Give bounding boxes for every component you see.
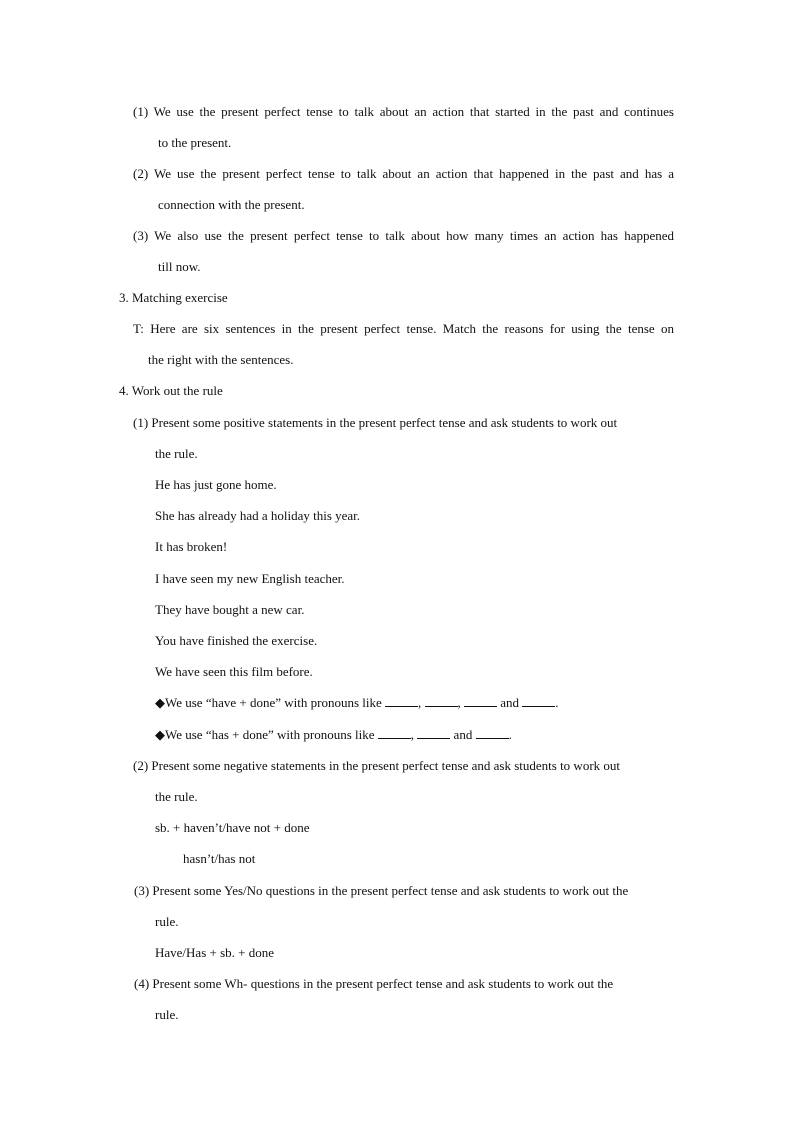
teacher-instruction: T: Here are six sentences in the present perfect tense. Match the reasons for using the tense on [133,321,674,336]
formula-negative: sb. + haven’t/have not + done [155,820,310,835]
formula-negative-alt: hasn’t/has not [183,851,256,866]
example-sentence: It has broken! [155,539,228,554]
example-sentence: They have bought a new car. [155,602,305,617]
rule-point-1-continued: to the present. [158,135,232,150]
blank-field[interactable] [385,695,418,707]
section-heading-matching-exercise: 3. Matching exercise [119,290,228,305]
fill-in-rule-have: ◆We use “have + done” with pronouns like , , and . [155,695,559,710]
blank-field[interactable] [522,695,555,707]
blank-field[interactable] [417,727,450,739]
blank-field[interactable] [378,727,411,739]
blank-field[interactable] [464,695,497,707]
step-negative-statements-continued: the rule. [155,789,198,804]
blank-field[interactable] [425,695,458,707]
section-heading-work-out-rule: 4. Work out the rule [119,383,223,398]
fill-in-rule-has: ◆We use “has + done” with pronouns like , and . [155,727,512,742]
step-wh-questions: (4) Present some Wh- questions in the present perfect tense and ask students to work out the [134,976,614,991]
fill-in-rule-have-text: ◆We use “have + done” with pronouns like [155,695,382,710]
fill-in-rule-has-text: ◆We use “has + done” with pronouns like [155,727,375,742]
teacher-instruction-continued: the right with the sentences. [148,352,294,367]
rule-point-3: (3) We also use the present perfect tense to talk about how many times an action has happened [133,228,674,243]
example-sentence: He has just gone home. [155,477,277,492]
rule-point-2-continued: connection with the present. [158,197,305,212]
step-yes-no-questions: (3) Present some Yes/No questions in the present perfect tense and ask students to work out the [134,883,629,898]
blank-field[interactable] [476,727,509,739]
example-sentence: She has already had a holiday this year. [155,508,361,523]
conjunction-text: and [453,727,473,742]
step-negative-statements: (2) Present some negative statements in the present perfect tense and ask students to work out [133,758,621,773]
rule-point-2: (2) We use the present perfect tense to talk about an action that happened in the past and has a [133,166,674,181]
formula-question: Have/Has + sb. + done [155,945,274,960]
example-sentence: You have finished the exercise. [155,633,318,648]
conjunction-text: and [500,695,520,710]
example-sentence: I have seen my new English teacher. [155,571,345,586]
step-positive-statements: (1) Present some positive statements in the present perfect tense and ask students to work out [133,415,618,430]
rule-point-1: (1) We use the present perfect tense to talk about an action that started in the past and continues [133,104,674,119]
step-positive-statements-continued: the rule. [155,446,198,461]
rule-point-3-continued: till now. [158,259,201,274]
step-wh-questions-continued: rule. [155,1007,179,1022]
step-yes-no-questions-continued: rule. [155,914,179,929]
example-sentence: We have seen this film before. [155,664,313,679]
